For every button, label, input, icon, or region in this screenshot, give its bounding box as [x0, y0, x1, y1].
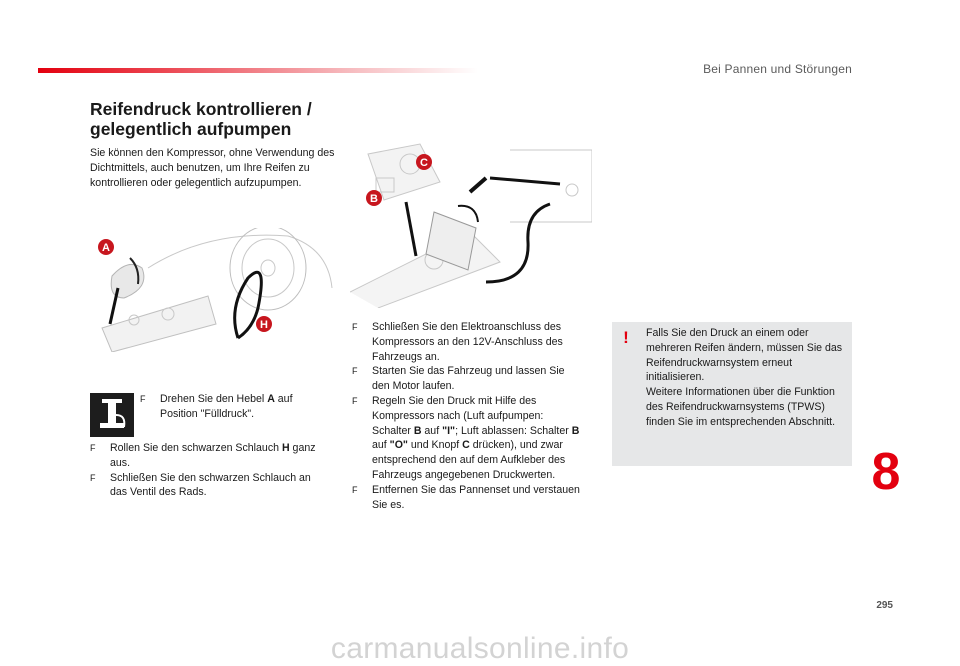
outlet-12v: [566, 184, 578, 196]
bullet-marker: F: [140, 394, 146, 404]
power-cord: [486, 204, 550, 282]
steps-left-column: [90, 441, 330, 500]
step-start-engine: F Starten Sie das Fahrzeug und lassen Sie den Motor laufen.: [352, 365, 565, 393]
marker-b-label: B: [370, 193, 378, 205]
plug-head: [470, 178, 486, 192]
pointer-line: [406, 202, 416, 256]
page-title-line-2: gelegentlich aufpumpen: [90, 119, 292, 139]
wheel-tyre: [230, 228, 306, 310]
intro-paragraph: Sie können den Kompressor, ohne Verwendung des Dichtmittels, auch benutzen, um Ihre Reifen zu kontrollieren oder gelegentlich aufzupumpen.: [90, 147, 335, 189]
wheel-rim: [242, 239, 294, 297]
note-paragraph-1: Falls Sie den Druck an einem oder mehreren Reifen ändern, müssen Sie das Reifendruckwarnsystem erneut initialisieren.: [646, 327, 843, 384]
vent-panel: [510, 150, 592, 222]
lid-rotation-arrow: [458, 206, 478, 222]
page-title: [90, 99, 350, 139]
marker-h-label: H: [260, 319, 268, 331]
note-paragraph-2: Weitere Informationen über die Funktion des Reifendruckwarnsystems (TPWS) finden Sie im entsprechenden Abschnitt.: [646, 386, 836, 428]
page-title-line-1: Reifendruck kontrollieren /: [90, 99, 312, 119]
compressor-body: [102, 296, 216, 352]
page-number: 295: [876, 600, 893, 611]
compressor-wheel-illustration: [88, 228, 333, 352]
inflate-mode-icon: [90, 393, 134, 437]
section-title: Bei Pannen und Störungen: [703, 62, 852, 76]
header-accent-bar: [38, 68, 478, 73]
compressor-switches-illustration: [350, 142, 592, 308]
steps-middle-column: [352, 320, 584, 512]
step-lever-a: F Drehen Sie den Hebel A auf Position "Fülldruck".: [140, 393, 293, 420]
chapter-number: 8: [871, 443, 901, 501]
watermark: carmanualsonline.info: [330, 632, 630, 665]
marker-c-label: C: [420, 157, 428, 169]
step-unroll-hose: F Rollen Sie den schwarzen Schlauch H ganz aus.: [90, 442, 316, 469]
step-adjust-pressure: F Regeln Sie den Druck mit Hilfe des Kompressors nach (Luft aufpumpen: Schalter B auf "I"; Luft ablassen: Schalter B auf "O" und Knopf C drücken), und zwar entsprechend den auf dem Aufkleber des Fahrzeugs angegebenen Druckwerten.: [352, 394, 580, 481]
warning-icon: !: [623, 328, 629, 347]
step-connect-hose: F Schließen Sie den schwarzen Schlauch an das Ventil des Rads.: [90, 471, 311, 499]
wheel-hub: [261, 260, 275, 276]
step-stow-kit: F Entfernen Sie das Pannenset und verstauen Sie es.: [352, 483, 580, 511]
marker-a-label: A: [102, 242, 110, 254]
note-text: [646, 326, 844, 430]
step-connect-12v: F Schließen Sie den Elektroanschluss des Kompressors an den 12V-Anschluss des Fahrzeugs an.: [352, 321, 563, 363]
plug-cable: [490, 178, 560, 184]
compressor-housing: [350, 232, 500, 308]
